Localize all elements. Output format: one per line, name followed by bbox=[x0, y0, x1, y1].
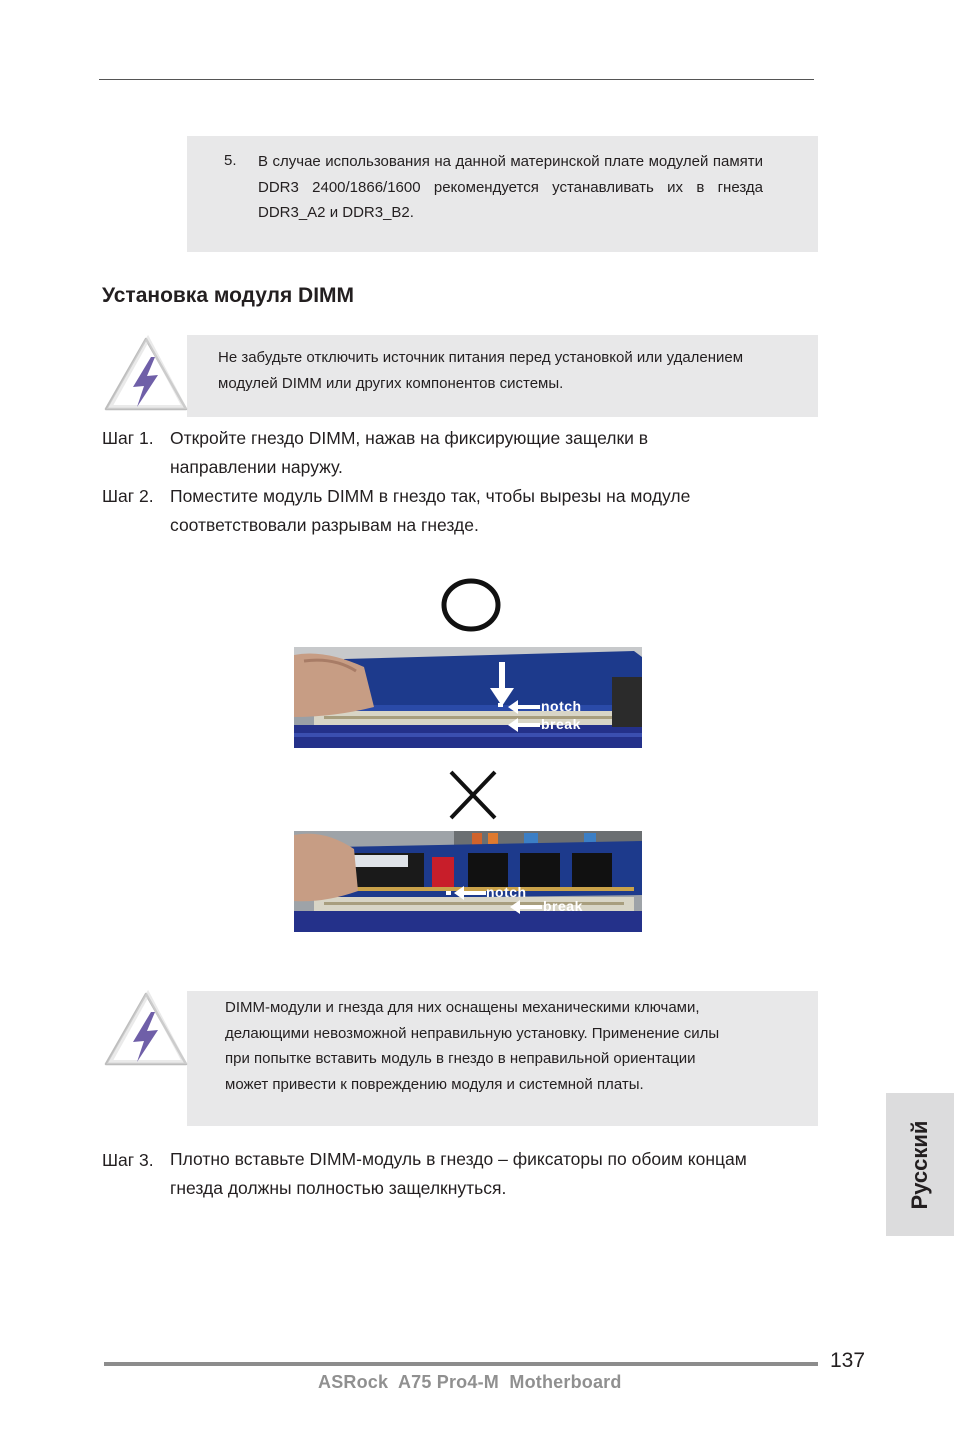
break-label: break bbox=[541, 716, 581, 732]
warning-text: DIMM-модули и гнезда для них оснащены механическими ключами, делающими невозможной неправильную установку. Применение силы при попытке вставить модуль в гнездо в неправильной ориентации может привести к повреждению модуля и системной платы. bbox=[225, 999, 720, 1093]
step-3-label: Шаг 3. bbox=[102, 1150, 154, 1170]
page-number: 137 bbox=[830, 1349, 866, 1372]
incorrect-insertion-photo bbox=[294, 831, 642, 932]
step-3-text: Плотно вставьте DIMM-модуль в гнездо – фиксаторы по обоим концам гнезда должны полностью защелкнуться. bbox=[170, 1149, 747, 1198]
note-text: В случае использования на данной материнской плате модулей памяти DDR3 2400/1866/1600 рекомендуется устанавливать их в гнезда DDR3_A2 и DDR3_B2. bbox=[258, 153, 763, 221]
correct-circle-icon bbox=[439, 573, 503, 637]
correct-insertion-photo bbox=[294, 647, 642, 748]
step-2-text: Поместите модуль DIMM в гнездо так, чтобы вырезы на модуле соответствовали разрывам на гнезде. bbox=[170, 486, 691, 535]
footer-title: ASRock A75 Pro4-M Motherboard bbox=[318, 1372, 622, 1392]
left-arrow-icon bbox=[508, 700, 540, 714]
top-divider bbox=[99, 79, 814, 80]
warning-text: Не забудьте отключить источник питания перед установкой или удалением модулей DIMM или других компонентов системы. bbox=[218, 349, 744, 392]
step-2-label: Шаг 2. bbox=[102, 486, 154, 506]
incorrect-cross-icon bbox=[441, 764, 505, 828]
section-title: Установка модуля DIMM bbox=[102, 284, 355, 307]
note-number: 5. bbox=[224, 152, 237, 169]
warning-lightning-icon bbox=[102, 335, 188, 415]
break-label: break bbox=[543, 898, 583, 914]
notch-label: notch bbox=[541, 698, 582, 714]
step-1-label: Шаг 1. bbox=[102, 428, 154, 448]
left-arrow-icon bbox=[454, 886, 486, 900]
left-arrow-icon bbox=[510, 900, 542, 914]
notch-label: notch bbox=[486, 884, 527, 900]
warning-lightning-icon bbox=[102, 990, 188, 1070]
bottom-divider bbox=[104, 1362, 818, 1366]
left-arrow-icon bbox=[508, 718, 540, 732]
step-1-text: Откройте гнездо DIMM, нажав на фиксирующие защелки в направлении наружу. bbox=[170, 428, 649, 477]
language-tab-label: Русский bbox=[907, 1120, 932, 1210]
